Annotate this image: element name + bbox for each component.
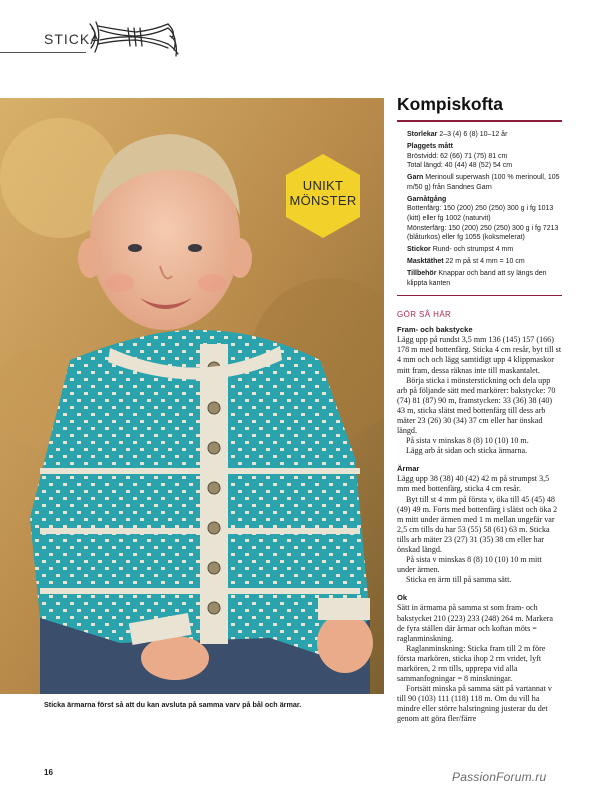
- yarn-skein-icon: [88, 14, 180, 58]
- instruction-paragraph: Sätt in ärmarna på samma st som fram- och bakstycket 210 (223) 233 (248) 264 m. Markera de fyra ställen där ärmar och koftan möts = raglanminskning.: [397, 603, 553, 643]
- spec-item: Garn Merinoull superwash (100 % merinoull, 105 m/50 g) från Sandnes Garn: [407, 174, 560, 191]
- instruction-paragraph: Byt till st 4 mm på första v, öka till 45 (45) 48 (49) 49 m. Forts med bottenfärg i slätst och öka 2 m mitt under ärmen med 1 m mellan ungefär var 2,5 cm tills du har 53 (55) 58 (61) 63 m. Sticka tills arb mäter 23 (27) 31 (35) 38 cm eller har önskad längd.: [397, 494, 558, 555]
- photo-caption: Sticka ärmarna först så att du kan avsluta på samma varv på bål och ärmar.: [44, 700, 302, 709]
- page-number: 16: [44, 768, 53, 777]
- section-tag: STICKA: [44, 31, 101, 47]
- spec-item: Bottenfärg: 150 (200) 250 (250) 300 g i fg 1013 (kitt) eller fg 1002 (naturvit): [407, 205, 554, 222]
- instructions-heading: GÖR SÅ HÄR: [397, 310, 452, 320]
- spec-item: Plaggets mått: [407, 142, 453, 150]
- section-heading: Ärmar: [397, 464, 420, 474]
- spec-item: Total längd: 40 (44) 48 (52) 54 cm: [407, 162, 513, 170]
- spec-item: Bröstvidd: 62 (66) 71 (75) 81 cm: [407, 152, 508, 160]
- instruction-paragraph: På sista v minskas 8 (8) 10 (10) 10 m mitt under ärmen.: [397, 555, 542, 575]
- unikt-monster-badge: [284, 152, 362, 240]
- spec-item: Mönsterfärg: 150 (200) 250 (250) 300 g i fg 7213 (blåturkos) eller fg 1055 (koksmelerat): [407, 224, 559, 242]
- instruction-paragraph: Lägg arb åt sidan och sticka ärmarna.: [406, 446, 528, 456]
- header-rule: [0, 52, 86, 53]
- spec-list: [407, 130, 562, 288]
- spec-item: Tillbehör Knappar och band att sy längs den klippta kanten: [407, 270, 547, 287]
- instruction-paragraph: Lägg upp 38 (38) 40 (42) 42 m på strumpst 3,5 mm med bottenfärg, sticka 4 cm resår.: [397, 474, 550, 494]
- badge-line-2: MÖNSTER: [289, 193, 357, 208]
- watermark: PassionForum.ru: [452, 770, 547, 784]
- pattern-title: Kompiskofta: [397, 94, 503, 114]
- instruction-paragraph: På sista v minskas 8 (8) 10 (10) 10 m.: [406, 436, 529, 446]
- title-rule: [397, 120, 562, 122]
- spec-item: Masktäthet 22 m på st 4 mm = 10 cm: [407, 258, 525, 266]
- spec-item: Storlekar 2–3 (4) 6 (8) 10–12 år: [407, 131, 508, 138]
- badge-line-1: UNIKT: [302, 178, 344, 193]
- section-heading: Fram- och bakstycke: [397, 325, 473, 335]
- instruction-paragraph: Fortsätt minska på samma sätt på vartannat v till 90 (103) 111 (118) 118 m. Om du vill ha mindre eller större halsringning justerar du det genom att göra fler/färre: [397, 684, 552, 724]
- instruction-paragraph: Sticka en ärm till på samma sätt.: [406, 575, 512, 585]
- instruction-paragraph: Börja sticka i mönsterstickning och dela upp arb på följande sätt med markörer: bakstycke: 70 (74) 81 (87) 90 m, framstycken: 33 (36) 38 (40) 43 m, sticka slätst med bottenfärg till dess arb mäter 23 (26) 30 (34) 37 cm eller har önskad längd.: [397, 375, 556, 436]
- spec-rule: [397, 295, 562, 296]
- section-heading: Ok: [397, 593, 408, 603]
- instruction-paragraph: Lägg upp på rundst 3,5 mm 136 (145) 157 (166) 178 m med bottenfärg. Sticka 4 cm resår, byt till st 4 mm och och lägg samtidigt upp 4 klippmaskor mitt fram, dessa räknas inte till maskantalet.: [397, 335, 562, 375]
- spec-item: Stickor Rund- och strumpst 4 mm: [407, 246, 514, 254]
- spec-item: Garnåtgång: [407, 195, 447, 203]
- pattern-column: [397, 93, 562, 725]
- instruction-paragraph: Raglanminskning: Sticka fram till 2 m före första markören, sticka ihop 2 rm vridet, lyft markören, 2 rm tills, upprepa vid alla sammanfogningar = 8 minskningar.: [397, 643, 546, 684]
